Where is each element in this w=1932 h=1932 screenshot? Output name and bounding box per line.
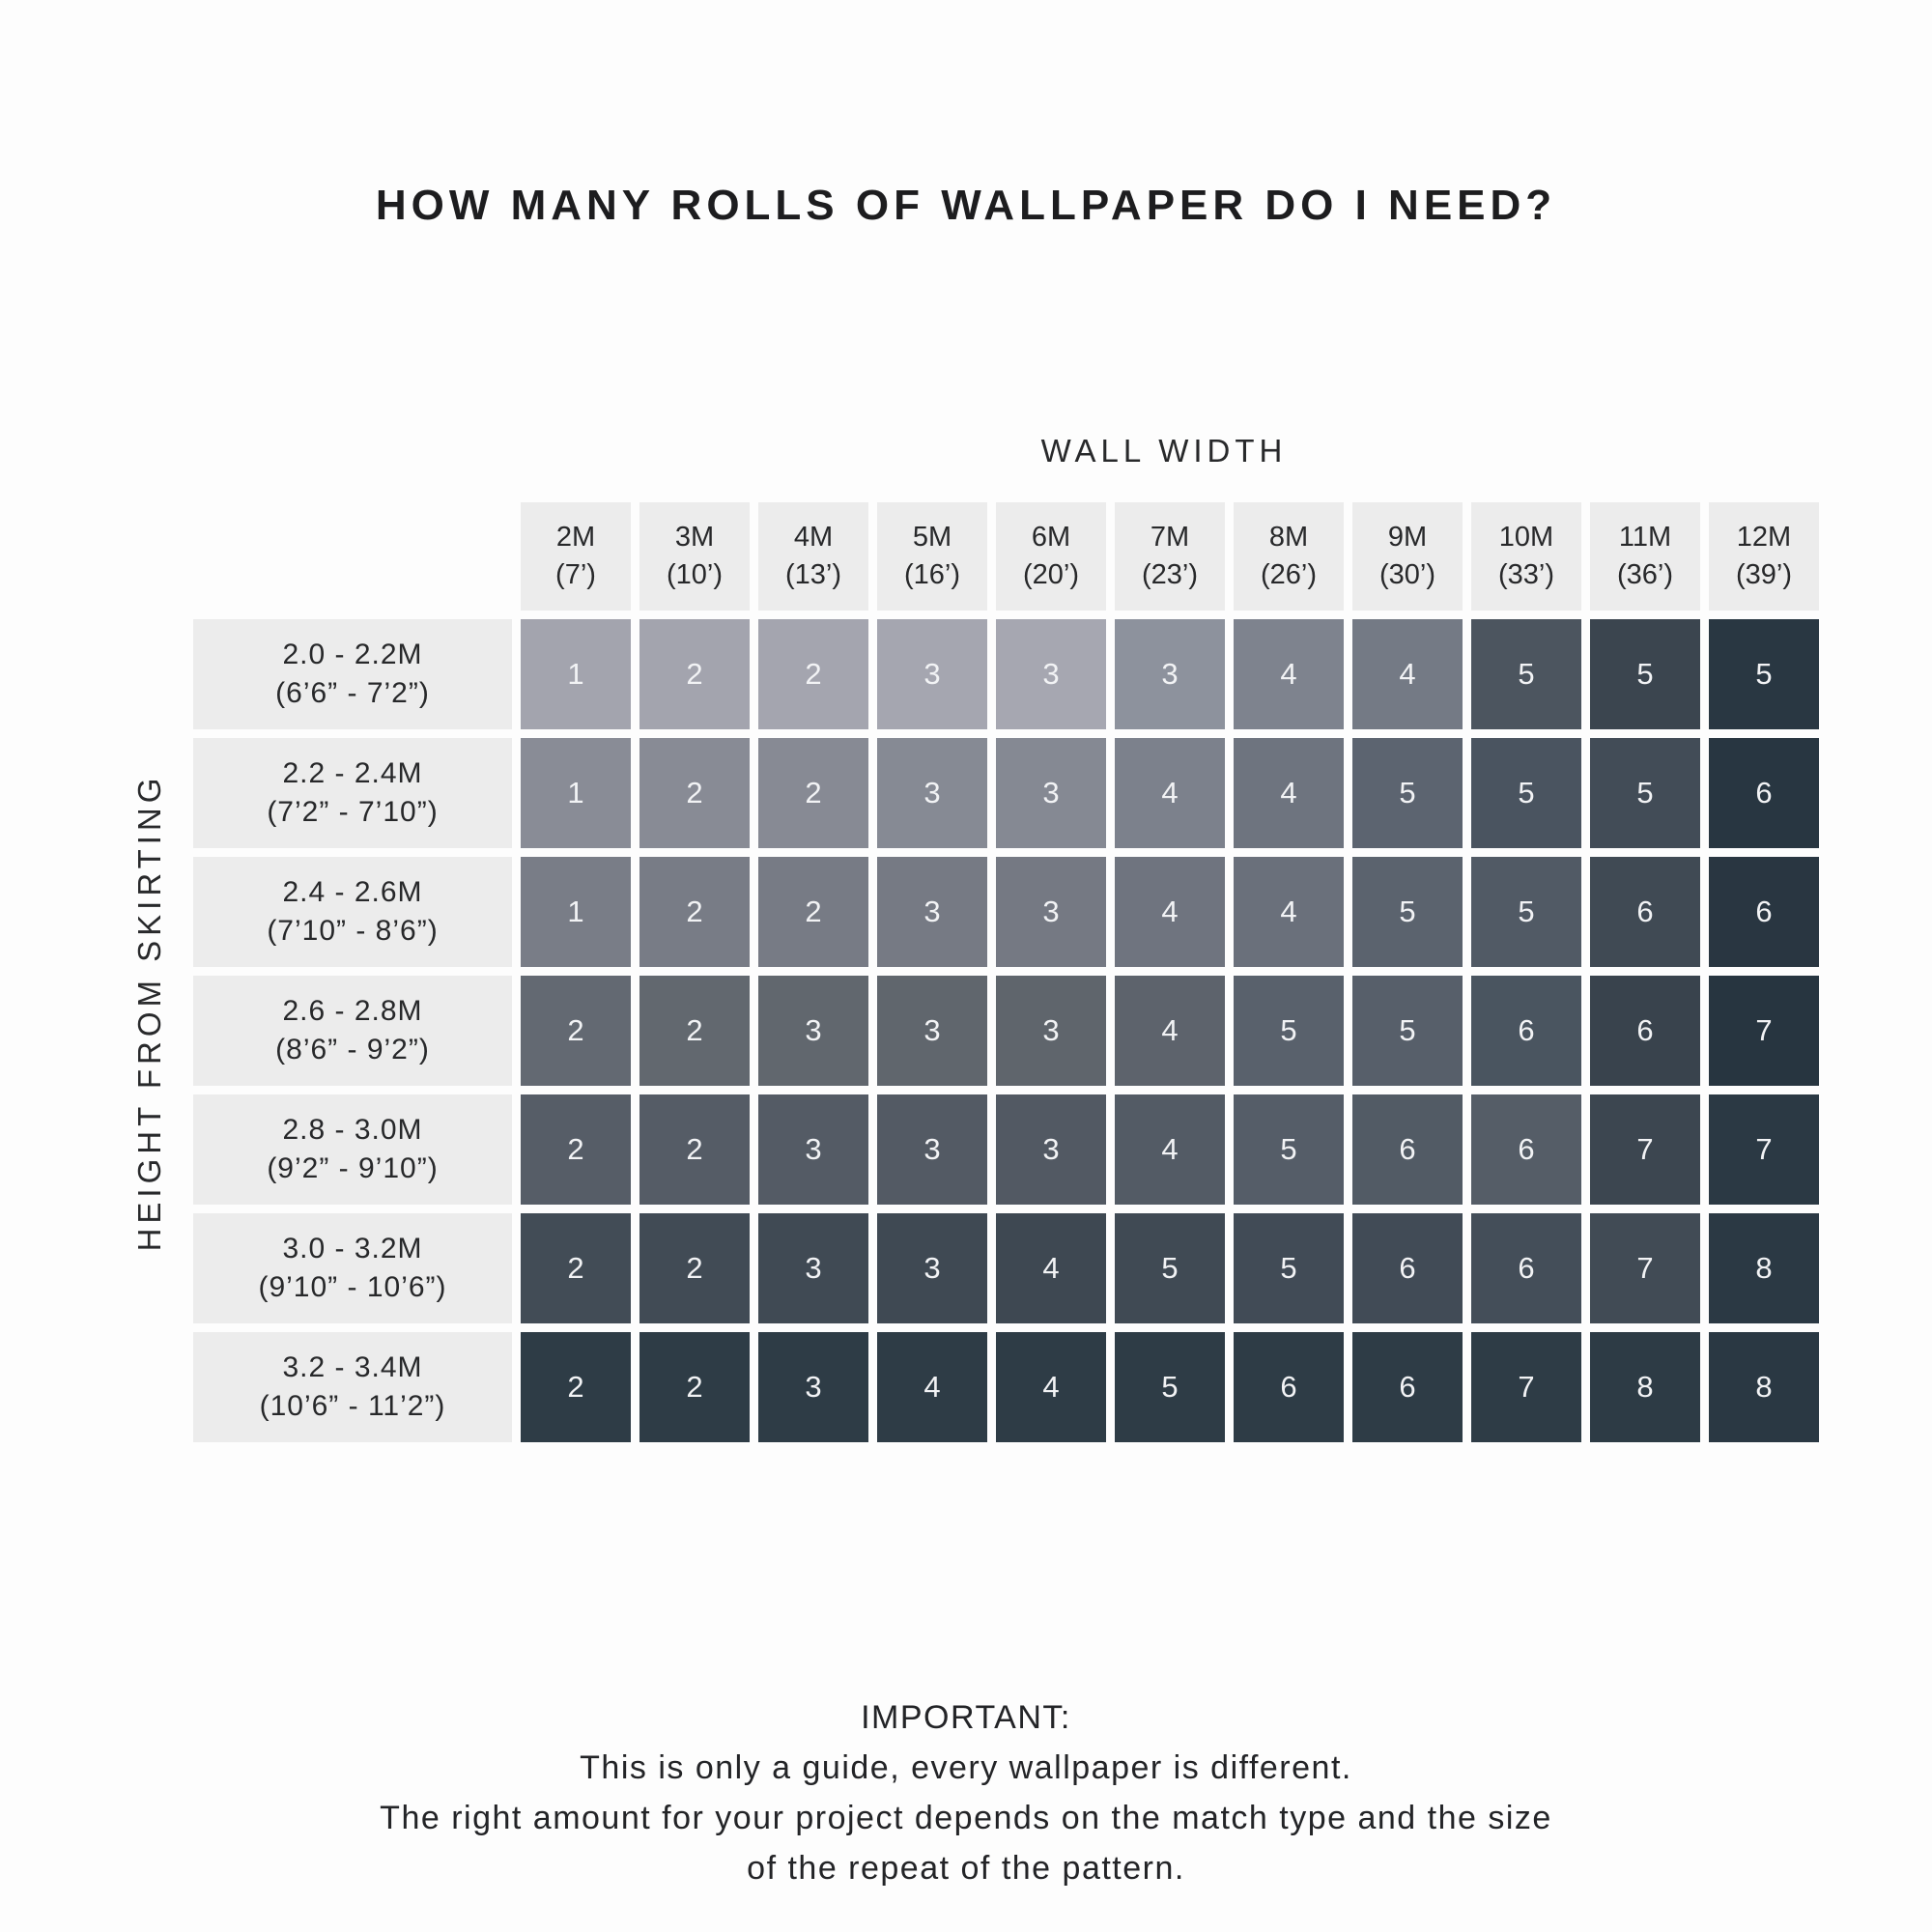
rolls-cell-r3-c3: 2	[758, 857, 868, 967]
rolls-cell-r5-c3: 3	[758, 1094, 868, 1205]
rolls-cell-r2-c11: 6	[1709, 738, 1819, 848]
label-feet: (7’2” - 7’10”)	[267, 796, 439, 828]
rolls-cell-r3-c8: 5	[1352, 857, 1463, 967]
rolls-cell-r6-c10: 7	[1590, 1213, 1700, 1323]
label-meters: 9M	[1387, 521, 1428, 553]
rolls-cell-r4-c6: 4	[1115, 976, 1225, 1086]
label-feet: (30’)	[1378, 559, 1435, 590]
label-feet: (9’10” - 10’6”)	[258, 1271, 447, 1303]
footer-line-3: of the repeat of the pattern.	[747, 1850, 1185, 1887]
rolls-cell-r6-c3: 3	[758, 1213, 868, 1323]
rolls-cell-r2-c8: 5	[1352, 738, 1463, 848]
label-feet: (10’6” - 11’2”)	[259, 1390, 446, 1422]
rolls-cell-r1-c3: 2	[758, 619, 868, 729]
label-feet: (20’)	[1022, 559, 1079, 590]
rolls-cell-r1-c5: 3	[996, 619, 1106, 729]
label-feet: (13’)	[784, 559, 841, 590]
rolls-cell-r7-c2: 2	[639, 1332, 750, 1442]
column-header-4m	[758, 502, 868, 611]
footer-line-1: This is only a guide, every wallpaper is different.	[580, 1749, 1352, 1786]
rolls-cell-r3-c2: 2	[639, 857, 750, 967]
label-feet: (23’)	[1141, 559, 1198, 590]
rolls-cell-r1-c8: 4	[1352, 619, 1463, 729]
rolls-cell-r3-c9: 5	[1471, 857, 1581, 967]
rolls-cell-r5-c9: 6	[1471, 1094, 1581, 1205]
column-header-7m	[1115, 502, 1225, 611]
row-header-4	[193, 976, 512, 1086]
rolls-cell-r6-c4: 3	[877, 1213, 987, 1323]
label-meters: 11M	[1618, 521, 1672, 553]
rolls-cell-r7-c1: 2	[521, 1332, 631, 1442]
rolls-cell-r2-c5: 3	[996, 738, 1106, 848]
label-feet: (26’)	[1260, 559, 1317, 590]
column-header-10m	[1471, 502, 1581, 611]
row-header-7	[193, 1332, 512, 1442]
rolls-cell-r4-c7: 5	[1234, 976, 1344, 1086]
rolls-cell-r1-c6: 3	[1115, 619, 1225, 729]
rolls-cell-r1-c1: 1	[521, 619, 631, 729]
rolls-cell-r6-c6: 5	[1115, 1213, 1225, 1323]
label-feet: (9’2” - 9’10”)	[267, 1152, 439, 1184]
label-feet: (7’10” - 8’6”)	[267, 915, 439, 947]
rolls-table	[193, 502, 1819, 1442]
label-meters: 4M	[793, 521, 834, 553]
footer-heading: IMPORTANT:	[861, 1699, 1071, 1736]
rolls-cell-r4-c2: 2	[639, 976, 750, 1086]
label-meters: 2.0 - 2.2M	[282, 638, 423, 670]
rolls-cell-r1-c11: 5	[1709, 619, 1819, 729]
row-header-6	[193, 1213, 512, 1323]
rolls-cell-r7-c4: 4	[877, 1332, 987, 1442]
rolls-cell-r1-c2: 2	[639, 619, 750, 729]
label-meters: 12M	[1736, 521, 1792, 553]
rolls-cell-r4-c10: 6	[1590, 976, 1700, 1086]
rolls-cell-r5-c6: 4	[1115, 1094, 1225, 1205]
rolls-cell-r5-c4: 3	[877, 1094, 987, 1205]
label-meters: 7M	[1150, 521, 1190, 553]
rolls-cell-r4-c9: 6	[1471, 976, 1581, 1086]
rolls-cell-r3-c4: 3	[877, 857, 987, 967]
rolls-cell-r7-c7: 6	[1234, 1332, 1344, 1442]
rolls-cell-r5-c10: 7	[1590, 1094, 1700, 1205]
rolls-cell-r4-c5: 3	[996, 976, 1106, 1086]
rolls-cell-r5-c5: 3	[996, 1094, 1106, 1205]
rolls-cell-r5-c11: 7	[1709, 1094, 1819, 1205]
column-header-11m	[1590, 502, 1700, 611]
label-meters: 6M	[1031, 521, 1071, 553]
rolls-cell-r4-c3: 3	[758, 976, 868, 1086]
rolls-cell-r2-c9: 5	[1471, 738, 1581, 848]
rolls-cell-r6-c7: 5	[1234, 1213, 1344, 1323]
label-feet: (6’6” - 7’2”)	[275, 677, 430, 709]
rolls-cell-r7-c6: 5	[1115, 1332, 1225, 1442]
label-meters: 2.2 - 2.4M	[282, 756, 423, 789]
footer-note	[0, 1692, 1932, 1893]
label-feet: (33’)	[1497, 559, 1554, 590]
page-title: HOW MANY ROLLS OF WALLPAPER DO I NEED?	[375, 182, 1557, 229]
rolls-cell-r5-c1: 2	[521, 1094, 631, 1205]
rolls-cell-r5-c2: 2	[639, 1094, 750, 1205]
label-meters: 3.0 - 3.2M	[282, 1232, 423, 1264]
label-feet: (8’6” - 9’2”)	[275, 1034, 430, 1065]
label-meters: 2.8 - 3.0M	[282, 1113, 423, 1146]
rolls-cell-r4-c4: 3	[877, 976, 987, 1086]
column-header-9m	[1352, 502, 1463, 611]
label-meters: 8M	[1268, 521, 1309, 553]
rolls-cell-r4-c8: 5	[1352, 976, 1463, 1086]
wall-width-axis-label: WALL WIDTH	[1040, 433, 1288, 469]
rolls-cell-r7-c8: 6	[1352, 1332, 1463, 1442]
label-meters: 3.2 - 3.4M	[282, 1350, 423, 1383]
label-meters: 2.6 - 2.8M	[282, 994, 423, 1027]
rolls-cell-r7-c5: 4	[996, 1332, 1106, 1442]
column-header-2m	[521, 502, 631, 611]
rolls-cell-r3-c1: 1	[521, 857, 631, 967]
label-feet: (39’)	[1735, 559, 1792, 590]
rolls-cell-r1-c7: 4	[1234, 619, 1344, 729]
rolls-cell-r7-c11: 8	[1709, 1332, 1819, 1442]
rolls-cell-r6-c5: 4	[996, 1213, 1106, 1323]
rolls-cell-r6-c11: 8	[1709, 1213, 1819, 1323]
rolls-cell-r1-c10: 5	[1590, 619, 1700, 729]
rolls-cell-r6-c1: 2	[521, 1213, 631, 1323]
rolls-cell-r2-c7: 4	[1234, 738, 1344, 848]
rolls-cell-r2-c4: 3	[877, 738, 987, 848]
column-header-12m	[1709, 502, 1819, 611]
label-meters: 10M	[1498, 521, 1554, 553]
label-meters: 2M	[555, 521, 596, 553]
row-header-2	[193, 738, 512, 848]
rolls-cell-r7-c10: 8	[1590, 1332, 1700, 1442]
row-header-1	[193, 619, 512, 729]
rolls-cell-r6-c8: 6	[1352, 1213, 1463, 1323]
row-header-5	[193, 1094, 512, 1205]
column-header-5m	[877, 502, 987, 611]
table-corner-spacer	[193, 502, 512, 611]
column-header-3m	[639, 502, 750, 611]
rolls-cell-r5-c7: 5	[1234, 1094, 1344, 1205]
column-header-8m	[1234, 502, 1344, 611]
label-meters: 3M	[674, 521, 715, 553]
rolls-cell-r4-c11: 7	[1709, 976, 1819, 1086]
rolls-cell-r5-c8: 6	[1352, 1094, 1463, 1205]
label-feet: (7’)	[555, 559, 596, 590]
rolls-cell-r1-c4: 3	[877, 619, 987, 729]
rolls-cell-r6-c9: 6	[1471, 1213, 1581, 1323]
rolls-cell-r2-c1: 1	[521, 738, 631, 848]
rolls-cell-r3-c10: 6	[1590, 857, 1700, 967]
rolls-cell-r6-c2: 2	[639, 1213, 750, 1323]
rolls-cell-r3-c11: 6	[1709, 857, 1819, 967]
rolls-cell-r7-c3: 3	[758, 1332, 868, 1442]
row-header-3	[193, 857, 512, 967]
label-meters: 2.4 - 2.6M	[282, 875, 423, 908]
rolls-cell-r3-c7: 4	[1234, 857, 1344, 967]
height-from-skirting-axis-label: HEIGHT FROM SKIRTING	[131, 773, 167, 1252]
rolls-cell-r1-c9: 5	[1471, 619, 1581, 729]
rolls-cell-r3-c6: 4	[1115, 857, 1225, 967]
rolls-cell-r2-c10: 5	[1590, 738, 1700, 848]
label-feet: (36’)	[1616, 559, 1673, 590]
label-meters: 5M	[912, 521, 952, 553]
rolls-cell-r3-c5: 3	[996, 857, 1106, 967]
rolls-cell-r2-c2: 2	[639, 738, 750, 848]
label-feet: (16’)	[903, 559, 960, 590]
rolls-cell-r2-c3: 2	[758, 738, 868, 848]
rolls-cell-r4-c1: 2	[521, 976, 631, 1086]
column-header-6m	[996, 502, 1106, 611]
footer-line-2: The right amount for your project depends on the match type and the size	[380, 1800, 1552, 1836]
label-feet: (10’)	[666, 559, 723, 590]
rolls-cell-r7-c9: 7	[1471, 1332, 1581, 1442]
rolls-cell-r2-c6: 4	[1115, 738, 1225, 848]
